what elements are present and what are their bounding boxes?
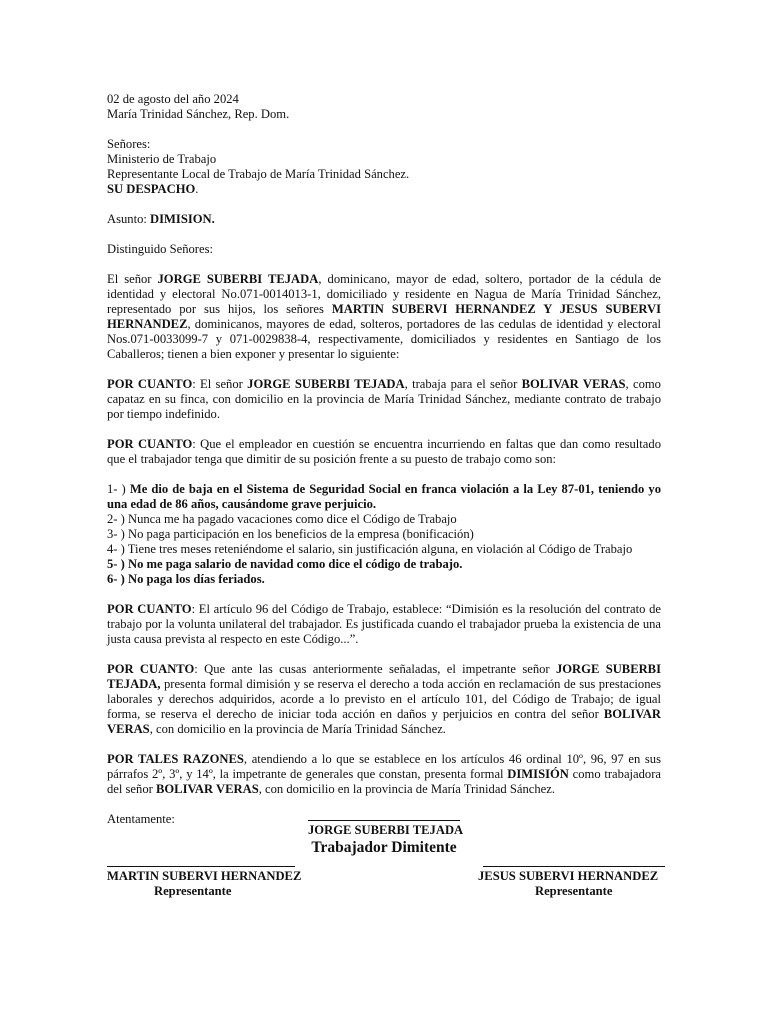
signature-main	[308, 820, 464, 857]
subject-value: DIMISION.	[150, 212, 215, 226]
fault-item-5: 5- ) No me paga salario de navidad como dice el código de trabajo.	[107, 557, 463, 571]
fault-item-6: 6- ) No paga los días feriados.	[107, 572, 265, 586]
subject-line	[107, 212, 661, 227]
signature-main-role: Trabajador Dimitente	[311, 839, 457, 856]
fault-item-2: 2- ) Nunca me ha pagado vacaciones como dice el Código de Trabajo	[107, 512, 457, 526]
recipient-block	[107, 137, 661, 197]
recipient-ministry: Ministerio de Trabajo	[107, 152, 217, 166]
recipient-office: SU DESPACHO.	[107, 182, 199, 196]
signature-main-name: JORGE SUBERBI TEJADA	[308, 823, 464, 837]
faults-list	[107, 482, 661, 587]
greeting: Distinguido Señores:	[107, 242, 213, 256]
closing: Atentamente:	[107, 812, 175, 826]
signature-right-role: Representante	[535, 884, 613, 898]
por-cuanto-4: POR CUANTO: Que ante las cusas anteriormente señaladas, el impetrante señor JORGE SUBERBI TEJADA, presenta formal dimisión y se reserva el derecho a toda acción en reclamación de sus prestaciones laborales y derechos adquiridos, acorde a lo previsto en el artículo 101, del Código de Trabajo; de igual forma, se reserva el derecho de iniciar toda acción en daños y perjuicios en contra del señor BOLIVAR VERAS, con domicilio en la provincia de María Trinidad Sánchez.	[107, 662, 661, 736]
signature-right-name: JESUS SUBERVI HERNANDEZ	[478, 869, 659, 883]
intro-paragraph: El señor JORGE SUBERBI TEJADA, dominicano, mayor de edad, soltero, portador de la cédula de identidad y electoral No.071-0014013-1, domiciliado y residente en Nagua de María Trinidad Sánchez, representado por sus hijos, los señores MARTIN SUBERVI HERNANDEZ Y JESUS SUBERVI HERNANDEZ, dominicanos, mayores de edad, solteros, portadores de las cedulas de identidad y electoral Nos.071-0033099-7 y 071-0029838-4, respectivamente, domiciliados y residentes en Santiago de los Caballeros; tienen a bien exponer y presentar lo siguiente:	[107, 272, 662, 361]
fault-item-4: 4- ) Tiene tres meses reteniéndome el salario, sin justificación alguna, en violación al Código de Trabajo	[107, 542, 633, 556]
por-tales-razones: POR TALES RAZONES, atendiendo a lo que se establece en los artículos 46 ordinal 10º, 96, 97 en sus párrafos 2º, 3º, y 14º, la impetrante de generales que constan, presenta formal DIMISIÓN como trabajadora del señor BOLIVAR VERAS, con domicilio en la provincia de María Trinidad Sánchez.	[107, 752, 661, 796]
recipient-representative: Representante Local de Trabajo de María Trinidad Sánchez.	[107, 167, 410, 181]
subject-label: Asunto:	[107, 212, 151, 226]
fault-item-1: 1- ) Me dio de baja en el Sistema de Seguridad Social en franca violación a la Ley 87-01, teniendo yo una edad de 86 años, causándome grave perjuicio.	[107, 482, 661, 511]
fault-item-3: 3- ) No paga participación en los beneficios de la empresa (bonificación)	[107, 527, 474, 541]
signature-left	[107, 866, 307, 899]
letter-body	[107, 92, 661, 827]
su-despacho: SU DESPACHO	[107, 182, 196, 196]
letter-date: 02 de agosto del año 2024	[107, 92, 239, 106]
signature-left-role: Representante	[154, 884, 232, 898]
signature-right	[478, 866, 660, 899]
recipient-salutation: Señores:	[107, 137, 151, 151]
letter-place: María Trinidad Sánchez, Rep. Dom.	[107, 107, 290, 121]
por-cuanto-3: POR CUANTO: El artículo 96 del Código de Trabajo, establece: “Dimisión es la resolución del contrato de trabajo por la volunta unilateral del trabajador. Es justificada cuando el trabajador prueba la existencia de una justa causa prevista al respecto en este Código...”.	[107, 602, 661, 646]
por-cuanto-2: POR CUANTO: Que el empleador en cuestión se encuentra incurriendo en faltas que dan como resultado que el trabajador tenga que dimitir de su posición frente a su puesto de trabajo como son:	[107, 437, 661, 466]
signature-left-name: MARTIN SUBERVI HERNANDEZ	[107, 869, 302, 883]
por-cuanto-1: POR CUANTO: El señor JORGE SUBERBI TEJADA, trabaja para el señor BOLIVAR VERAS, como capataz en su finca, con domicilio en la provincia de María Trinidad Sánchez, mediante contrato de trabajo por tiempo indefinido.	[107, 377, 661, 421]
